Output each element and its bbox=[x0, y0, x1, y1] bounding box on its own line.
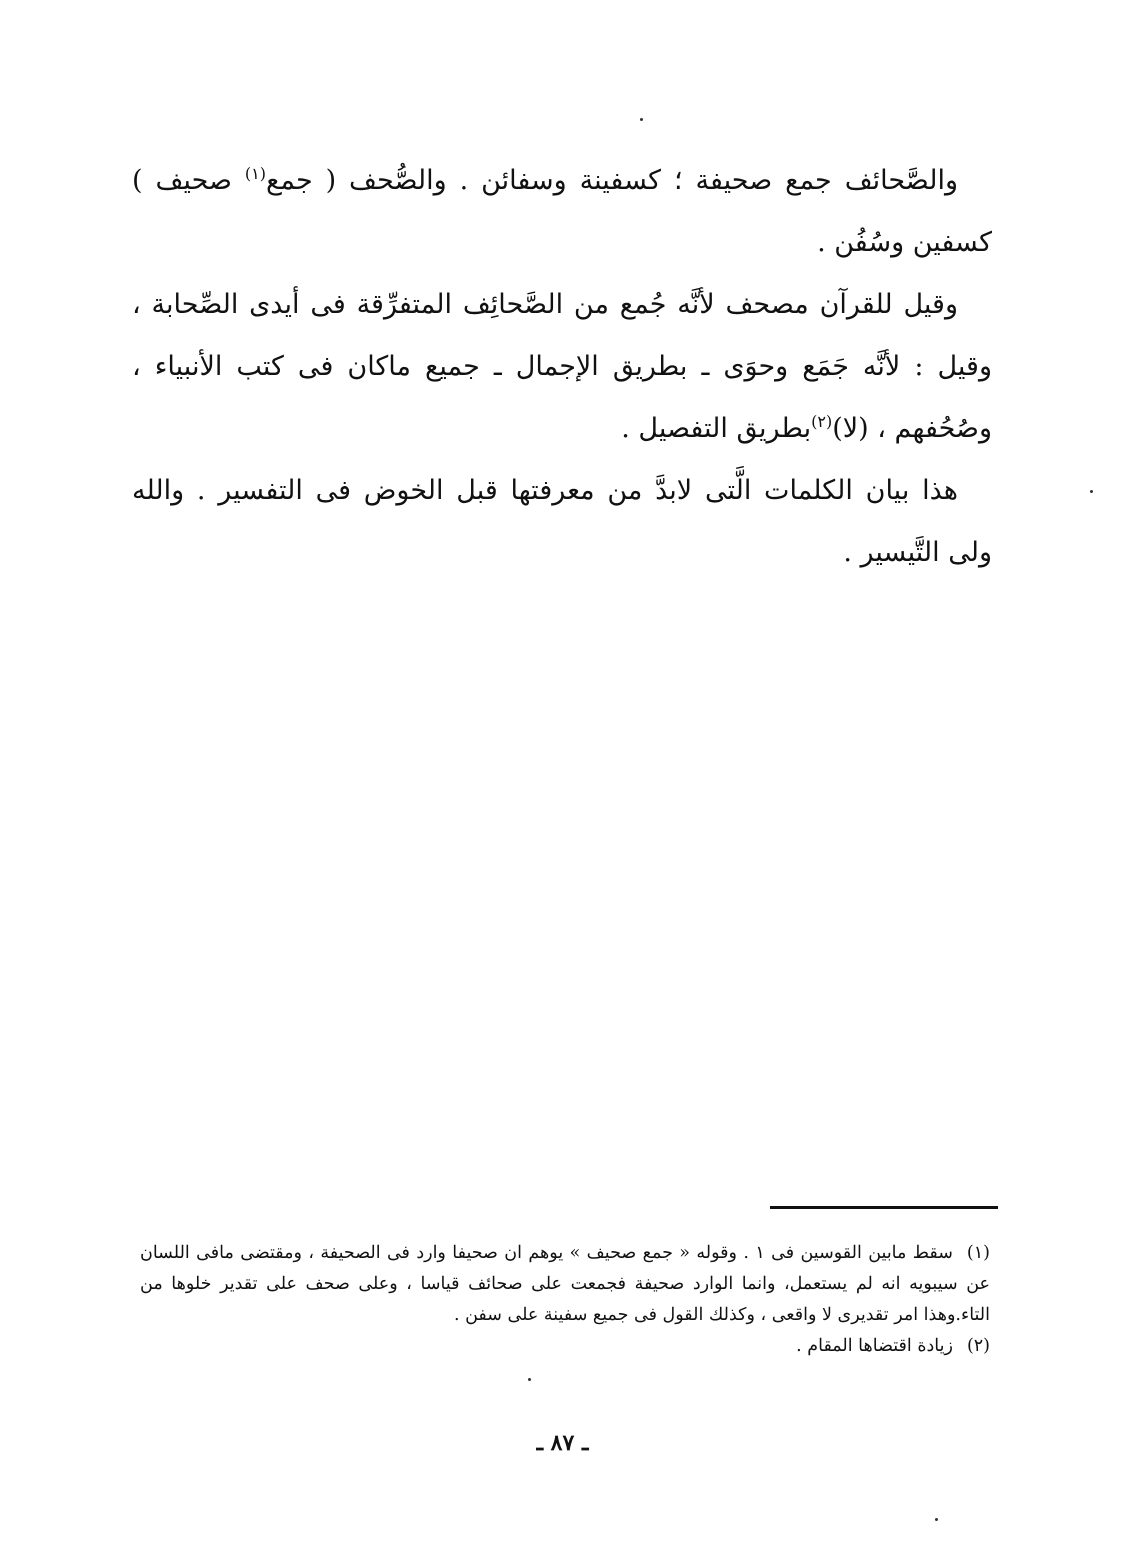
page-number: ـ ٨٧ ـ bbox=[536, 1430, 589, 1456]
footnote-ref-1: (١) bbox=[244, 164, 266, 183]
paragraph-2: وقيل للقرآن مصحف لأنَّه جُمع من الصَّحائِف المتفرِّقة فى أيدى الصِّحابة ، وقيل : لأنَّه جَمَع وحوَى ـ بطريق الإجمال ـ جميع ماكان فى كتب الأنبياء ، وصُحُفهم ، (لا)$^{(٢)}$بطريق التفصيل . bbox=[132, 289, 992, 444]
scan-speck bbox=[640, 118, 643, 121]
footnote-number: (١) bbox=[966, 1243, 990, 1263]
footnote-text: زيادة اقتضاها المقام . bbox=[796, 1336, 953, 1356]
footnote-number: (٢) bbox=[966, 1336, 990, 1356]
footnote-text: سقط مابين القوسين فى ١ . وقوله « جمع صحيف » يوهم ان صحيفا وارد فى الصحيفة ، ومقتضى مافى اللسان عن سيبويه انه لم يستعمل، وانما الوارد صحيفة فجمعت على صحائف قياسا ، وعلى صحف على تقدير خلوها من التاء.وهذا امر تقديرى لا واقعى ، وكذلك القول فى جميع سفينة على سفن . bbox=[140, 1243, 990, 1325]
footnote-2 bbox=[140, 1331, 990, 1362]
paragraph-1: والصَّحائف جمع صحيفة ؛ كسفينة وسفائن . والصُّحف ( جمع$^{(١)}$ صحيف ) كسفين وسُفُن . bbox=[132, 164, 992, 258]
footnote-1 bbox=[140, 1238, 990, 1331]
footnotes bbox=[140, 1238, 990, 1362]
main-text bbox=[132, 150, 992, 584]
footnote-ref-2: (٢) bbox=[811, 412, 833, 431]
scan-speck bbox=[528, 1378, 531, 1381]
scan-speck bbox=[1090, 490, 1093, 493]
scan-speck bbox=[935, 1518, 938, 1521]
paragraph-3: هذا بيان الكلمات الَّتى لابدَّ من معرفتها قبل الخوض فى التفسير . والله ولى التَّيسير . bbox=[132, 475, 992, 568]
footnote-separator bbox=[770, 1206, 998, 1209]
